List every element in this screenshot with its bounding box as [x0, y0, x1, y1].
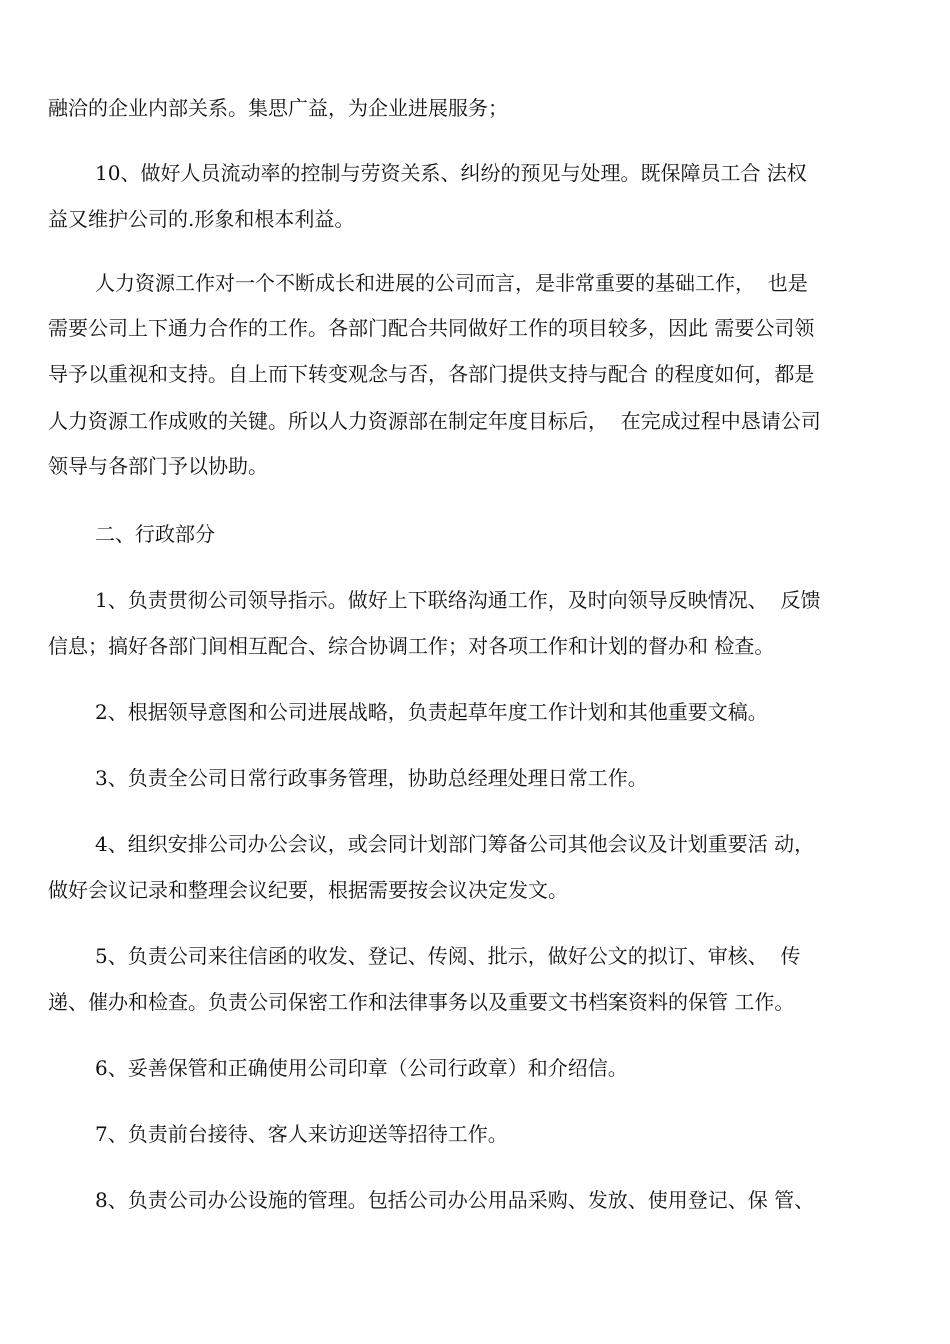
- text-line: 需要公司上下通力合作的工作。各部门配合共同做好工作的项目较多，因此 需要公司领: [48, 316, 815, 340]
- text-line: 益又维护公司的.形象和根本利益。: [48, 207, 355, 231]
- text-line: 7、负责前台接待、客人来访迎送等招待工作。: [95, 1122, 508, 1146]
- text-line: 导予以重视和支持。自上而下转变观念与否，各部门提供支持与配合 的程度如何，都是: [48, 362, 815, 386]
- text-line: 4、组织安排公司办公会议，或会同计划部门筹备公司其他会议及计划重要活 动，: [95, 832, 815, 856]
- text-line: 2、根据领导意图和公司进展战略，负责起草年度工作计划和其他重要文稿。: [95, 700, 768, 724]
- text-line: 信息；搞好各部门间相互配合、综合协调工作；对各项工作和计划的督办和 检查。: [48, 634, 775, 658]
- text-line: 1、负责贯彻公司领导指示。做好上下联络沟通工作，及时向领导反映情况、 反馈: [95, 588, 821, 612]
- text-line: 3、负责全公司日常行政事务管理，协助总经理处理日常工作。: [95, 766, 648, 790]
- text-line: 10、做好人员流动率的控制与劳资关系、纠纷的预见与处理。既保障员工合 法权: [95, 161, 807, 185]
- section-heading: 二、行政部分: [95, 522, 215, 546]
- text-line: 递、催办和检查。负责公司保密工作和法律事务以及重要文书档案资料的保管 工作。: [48, 990, 795, 1014]
- text-line: 8、负责公司办公设施的管理。包括公司办公用品采购、发放、使用登记、保 管、: [95, 1188, 815, 1212]
- text-line: 6、妥善保管和正确使用公司印章（公司行政章）和介绍信。: [95, 1056, 628, 1080]
- text-line: 领导与各部门予以协助。: [48, 454, 268, 478]
- text-line: 5、负责公司来往信函的收发、登记、传阅、批示，做好公文的拟订、审核、 传: [95, 944, 801, 968]
- text-line: 做好会议记录和整理会议纪要，根据需要按会议决定发文。: [48, 878, 568, 902]
- text-line: 融洽的企业内部关系。集思广益，为企业进展服务；: [48, 96, 508, 120]
- text-line: 人力资源工作对一个不断成长和进展的公司而言，是非常重要的基础工作， 也是: [95, 271, 808, 295]
- text-line: 人力资源工作成败的关键。所以人力资源部在制定年度目标后， 在完成过程中恳请公司: [48, 409, 821, 433]
